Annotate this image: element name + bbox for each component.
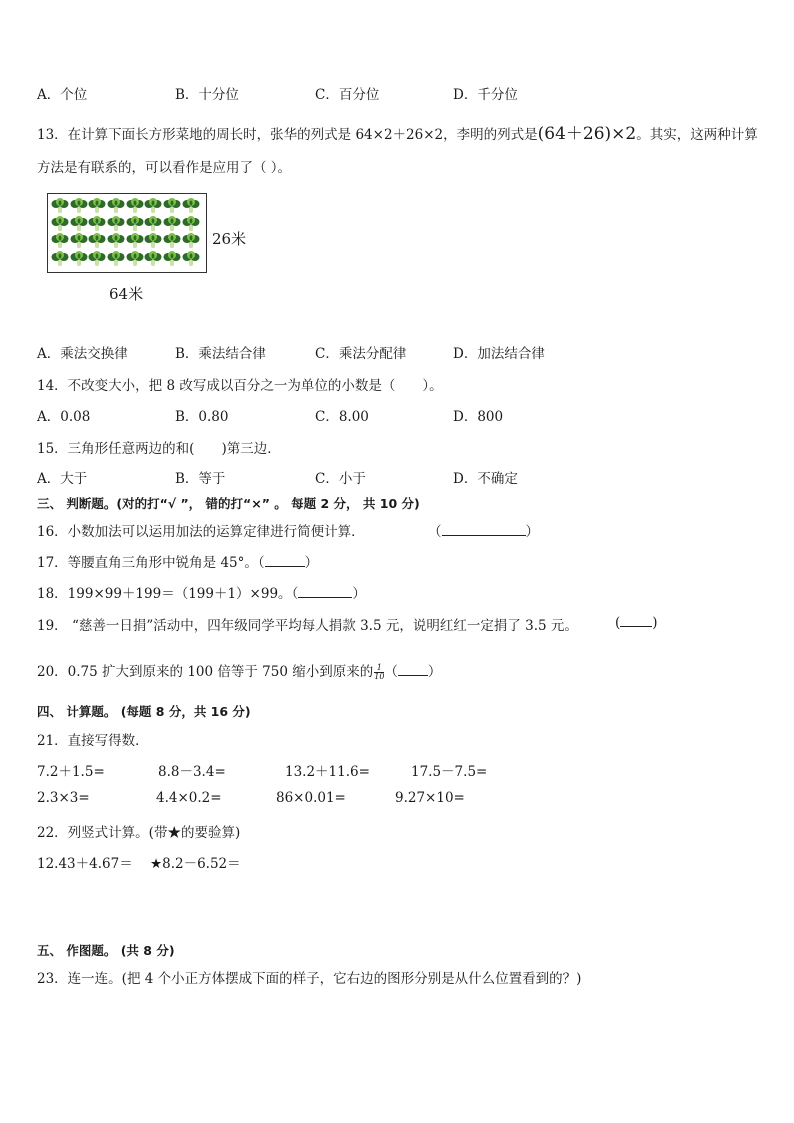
q15-option-a[interactable]: A．大于 xyxy=(37,471,88,487)
vegetable-field-figure xyxy=(47,193,207,273)
q21-item: 7.2＋1.5= xyxy=(37,764,105,780)
q12-option-b[interactable]: B．十分位 xyxy=(175,87,239,103)
q16-text: 16．小数加法可以运用加法的运算定律进行简便计算． xyxy=(37,524,365,540)
vegetable-icon xyxy=(70,215,88,232)
one-tenth-fraction: $\frac{1}{10}$ xyxy=(374,663,385,681)
vegetable-icon xyxy=(88,232,106,249)
vegetable-icon xyxy=(70,197,88,214)
q13-question xyxy=(37,119,758,144)
q12-option-a[interactable]: A．个位 xyxy=(37,87,88,103)
q12-option-c[interactable]: C．百分位 xyxy=(315,87,380,103)
vegetable-icon xyxy=(107,197,125,214)
q13-question-line2: 方法是有联系的，可以看作是应用了（ ）。 xyxy=(37,160,292,176)
vegetable-icon xyxy=(70,232,88,249)
q12-option-d[interactable]: D．千分位 xyxy=(453,87,518,103)
q23-question: 23．连一连。(把 4 个小正方体摆成下面的样子，它右边的图形分别是从什么位置看到的？) xyxy=(37,971,582,987)
q13-option-c[interactable]: C．乘法分配律 xyxy=(315,346,407,362)
q13-formula: (64＋26)×2 xyxy=(537,124,637,144)
vegetable-icon xyxy=(144,232,162,249)
vegetable-icon xyxy=(88,197,106,214)
q13-text-a: 13．在计算下面长方形菜地的周长时，张华的列式是 64×2＋26×2，李明的列式是 xyxy=(37,127,538,143)
q13-text-b: 。其实，这两种计算 xyxy=(636,127,758,143)
vegetable-icon xyxy=(126,250,144,267)
q21-item: 17.5－7.5= xyxy=(411,764,488,780)
vegetable-icon xyxy=(144,250,162,267)
q14-option-d[interactable]: D．800 xyxy=(453,409,504,425)
vegetable-icon xyxy=(182,232,200,249)
q21-item: 2.3×3= xyxy=(37,790,90,806)
q21-item: 8.8－3.4= xyxy=(158,764,226,780)
vegetable-icon xyxy=(163,215,181,232)
q17-question xyxy=(37,551,318,571)
field-width-label: 64米 xyxy=(109,285,144,303)
q15-option-b[interactable]: B．等于 xyxy=(175,471,226,487)
vegetable-icon xyxy=(51,215,69,232)
q18-answer-blank[interactable]: （ ） xyxy=(291,586,366,602)
vegetable-icon xyxy=(144,197,162,214)
vegetable-icon xyxy=(70,250,88,267)
vegetable-icon xyxy=(51,250,69,267)
q16-answer-blank[interactable]: （ ） xyxy=(428,524,539,540)
vegetable-icon xyxy=(51,232,69,249)
q20-answer-blank[interactable]: （ ） xyxy=(384,664,442,680)
q15-option-d[interactable]: D．不确定 xyxy=(453,471,518,487)
q16-question xyxy=(37,520,365,540)
vegetable-icon xyxy=(182,197,200,214)
q21-item: 13.2＋11.6= xyxy=(285,764,370,780)
q17-text: 17．等腰直角三角形中锐角是 45°。 xyxy=(37,555,258,571)
q22-question: 22．列竖式计算。(带★的要验算) xyxy=(37,825,241,841)
q14-option-c[interactable]: C．8.00 xyxy=(315,409,369,425)
q14-option-a[interactable]: A．0.08 xyxy=(37,409,91,425)
q17-answer-blank[interactable]: （ ） xyxy=(257,555,319,571)
q15-option-c[interactable]: C．小于 xyxy=(315,471,366,487)
section5-heading: 五、 作图题。 (共 8 分) xyxy=(37,943,175,958)
vegetable-icon xyxy=(182,250,200,267)
field-height-label: 26米 xyxy=(212,230,247,248)
q20-question xyxy=(37,660,441,681)
q21-item: 9.27×10= xyxy=(395,790,465,806)
q13-option-d[interactable]: D．加法结合律 xyxy=(453,346,545,362)
q19-text: 19． “慈善一日捐”活动中，四年级同学平均每人捐款 3.5 元，说明红红一定捐了 3.5 元。 xyxy=(37,618,578,634)
vegetable-icon xyxy=(126,197,144,214)
section3-heading: 三、 判断题。(对的打“√ ”， 错的打“×” 。 每题 2 分， 共 10 分) xyxy=(37,496,420,511)
q21-question: 21．直接写得数． xyxy=(37,733,149,749)
vegetable-icon xyxy=(88,250,106,267)
q22-item: ★8.2－6.52＝ xyxy=(150,856,241,872)
q22-item: 12.43＋4.67＝ xyxy=(37,856,133,872)
vegetable-icon xyxy=(163,250,181,267)
q14-option-b[interactable]: B．0.80 xyxy=(175,409,229,425)
q21-item: 4.4×0.2= xyxy=(156,790,222,806)
vegetable-icon xyxy=(182,215,200,232)
vegetable-icon xyxy=(144,215,162,232)
vegetable-icon xyxy=(126,215,144,232)
vegetable-icon xyxy=(107,232,125,249)
vegetable-icon xyxy=(107,250,125,267)
q15-question: 15．三角形任意两边的和( )第三边． xyxy=(37,441,281,457)
section4-heading: 四、 计算题。 (每题 8 分，共 16 分) xyxy=(37,704,251,719)
q21-item: 86×0.01= xyxy=(276,790,346,806)
vegetable-icon xyxy=(88,215,106,232)
q13-option-a[interactable]: A．乘法交换律 xyxy=(37,346,128,362)
q19-question xyxy=(37,614,578,634)
vegetable-icon xyxy=(126,232,144,249)
q20-text: 20．0.75 扩大到原来的 100 倍等于 750 缩小到原来的 xyxy=(37,664,374,680)
vegetable-icon xyxy=(163,197,181,214)
vegetable-icon xyxy=(51,197,69,214)
q19-answer-blank[interactable]: ( ) xyxy=(615,615,658,631)
vegetable-icon xyxy=(107,215,125,232)
vegetable-grid xyxy=(51,197,201,267)
q13-option-b[interactable]: B．乘法结合律 xyxy=(175,346,266,362)
q14-question: 14．不改变大小，把 8 改写成以百分之一为单位的小数是（ ）。 xyxy=(37,378,443,394)
q18-question xyxy=(37,582,366,602)
q18-text: 18．199×99＋199＝（199＋1）×99。 xyxy=(37,586,292,602)
vegetable-icon xyxy=(163,232,181,249)
